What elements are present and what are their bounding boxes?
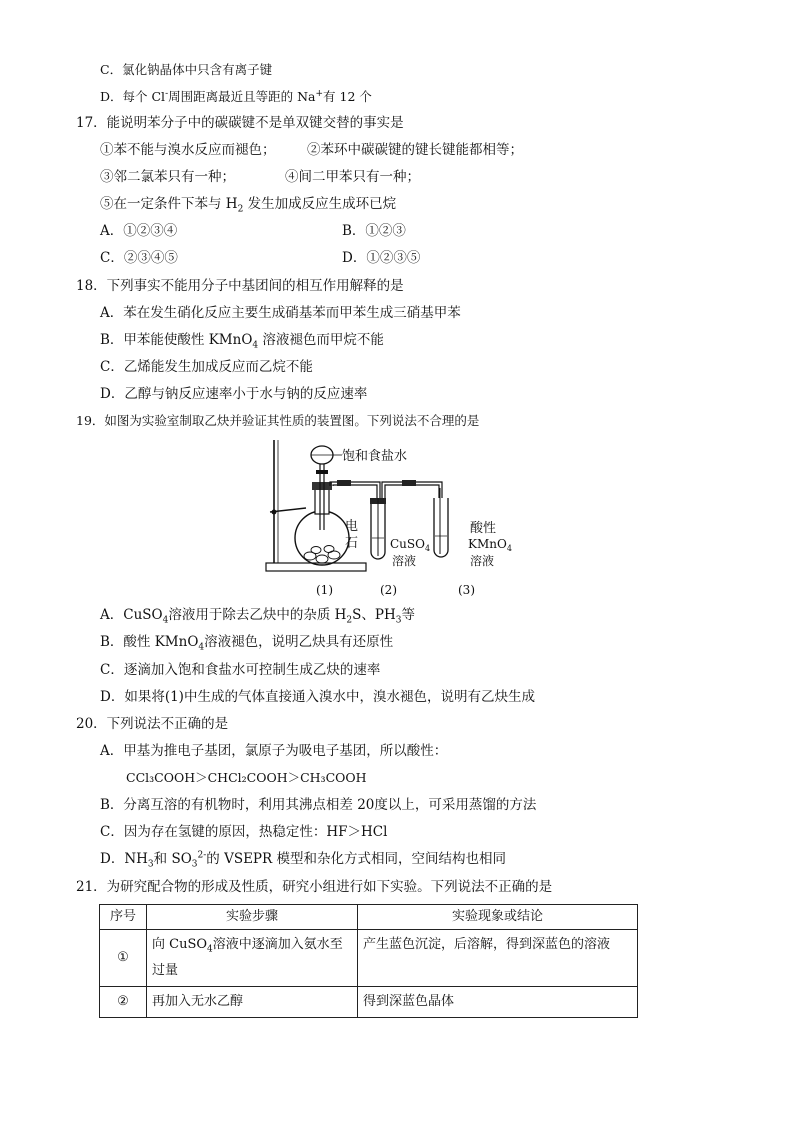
label-saturated-brine: 饱和食盐水 (342, 449, 408, 464)
q20-option-a: A．甲基为推电子基团，氯原子为吸电子基团，所以酸性： (100, 743, 448, 759)
q20-option-d: D．$NH_3$和 $SO_3^{2-}$的 VSEPR 模型和杂化方式相同，空间结构也相同 (100, 850, 506, 870)
q21-stem: 21．为研究配合物的形成及性质，研究小组进行如下实验。下列说法不正确的是 (76, 879, 553, 895)
q18-stem: 18．下列事实不能用分子中基团间的相互作用解释的是 (76, 278, 404, 294)
q17-statement-1: ①苯不能与溴水反应而褪色； (100, 142, 276, 158)
q17-stem: 17．能说明苯分子中的碳碳键不是单双键交替的事实是 (76, 115, 404, 131)
q17-option-c: C．②③④⑤ (100, 250, 178, 266)
row-step: 向 CuSO$_4$溶液中逐滴加入氨水至过量 (147, 930, 358, 987)
q19-stem: 19．如图为实验室制取乙炔并验证其性质的装置图。下列说法不合理的是 (76, 413, 480, 428)
q17-statement-2: ②苯环中碳碳键的键长键能都相等； (307, 142, 523, 158)
q20-option-c: C．因为存在氢键的原因，热稳定性：HF＞HCl (100, 824, 388, 840)
flask-stopper (312, 482, 332, 490)
table-row (100, 930, 638, 987)
q18-option-b: B．甲苯能使酸性 KMnO$_4$ 溶液褪色而甲烷不能 (100, 332, 384, 351)
label-carbide-2: 石 (345, 536, 359, 551)
label-solution-1: 溶液 (392, 554, 417, 568)
row-result: 产生蓝色沉淀，后溶解，得到深蓝色的溶液 (358, 930, 638, 987)
q16-option-d: D．每个 Cl-周围距离最近且等距的 Na+有 12 个 (100, 88, 372, 104)
label-kmno4: KMnO$_4$ (468, 537, 512, 553)
header-number: 序号 (100, 905, 147, 930)
funnel-stopcock (316, 470, 328, 474)
calcium-carbide (304, 546, 340, 564)
label-apparatus-1: (1) (316, 583, 333, 597)
q18-option-c: C．乙烯能发生加成反应而乙烷不能 (100, 359, 313, 375)
round-bottom-flask (295, 511, 349, 565)
experiment-table (99, 904, 638, 1018)
q17-statement-4: ④间二甲苯只有一种； (285, 169, 420, 185)
q17-statement-3: ③邻二氯苯只有一种； (100, 169, 235, 185)
q17-option-b: B．①②③ (342, 223, 406, 239)
table-row (100, 987, 638, 1018)
q20-stem: 20．下列说法不正确的是 (76, 716, 229, 732)
q19-option-b: B．酸性 KMnO$_4$溶液褪色，说明乙炔具有还原性 (100, 634, 394, 653)
q18-option-d: D．乙醇与钠反应速率小于水与钠的反应速率 (100, 386, 368, 402)
q17-statement-5: ⑤在一定条件下苯与 $H_2$ 发生加成反应生成环已烷 (100, 196, 397, 215)
q20-acidity-formula: CCl₃COOH＞CHCl₂COOH＞CH₃COOH (126, 770, 367, 785)
q19-option-d: D．如果将(1)中生成的气体直接通入溴水中，溴水褪色，说明有乙炔生成 (100, 689, 535, 705)
label-carbide-1: 电 (345, 519, 359, 534)
label-acidic: 酸性 (470, 521, 497, 536)
acetylene-apparatus-figure (262, 438, 532, 600)
q17-option-d: D．①②③⑤ (342, 250, 421, 266)
label-solution-2: 溶液 (470, 554, 495, 568)
header-step: 实验步骤 (147, 905, 358, 930)
row-step: 再加入无水乙醇 (147, 987, 358, 1018)
q19-option-c: C．逐滴加入饱和食盐水可控制生成乙炔的速率 (100, 662, 381, 678)
q17-option-a: A．①②③④ (100, 223, 178, 239)
row-result: 得到深蓝色晶体 (358, 987, 638, 1018)
q20-option-b: B．分离互溶的有机物时，利用其沸点相差 20度以上，可采用蒸馏的方法 (100, 797, 537, 813)
q18-option-a: A．苯在发生硝化反应主要生成硝基苯而甲苯生成三硝基甲苯 (100, 305, 461, 321)
q16-option-c: C．氯化钠晶体中只含有离子键 (100, 62, 273, 77)
label-apparatus-2: (2) (380, 583, 397, 597)
label-cuso4: CuSO$_4$ (390, 537, 431, 553)
q19-option-a: A．CuSO$_4$溶液用于除去乙炔中的杂质 $H_2S$、$PH_3$等 (100, 607, 415, 626)
table-header-row (100, 905, 638, 930)
label-apparatus-3: (3) (458, 583, 475, 597)
header-result: 实验现象或结论 (358, 905, 638, 930)
row-number: ② (100, 987, 147, 1018)
test-tube-kmno4 (434, 498, 448, 557)
row-number: ① (100, 930, 147, 987)
